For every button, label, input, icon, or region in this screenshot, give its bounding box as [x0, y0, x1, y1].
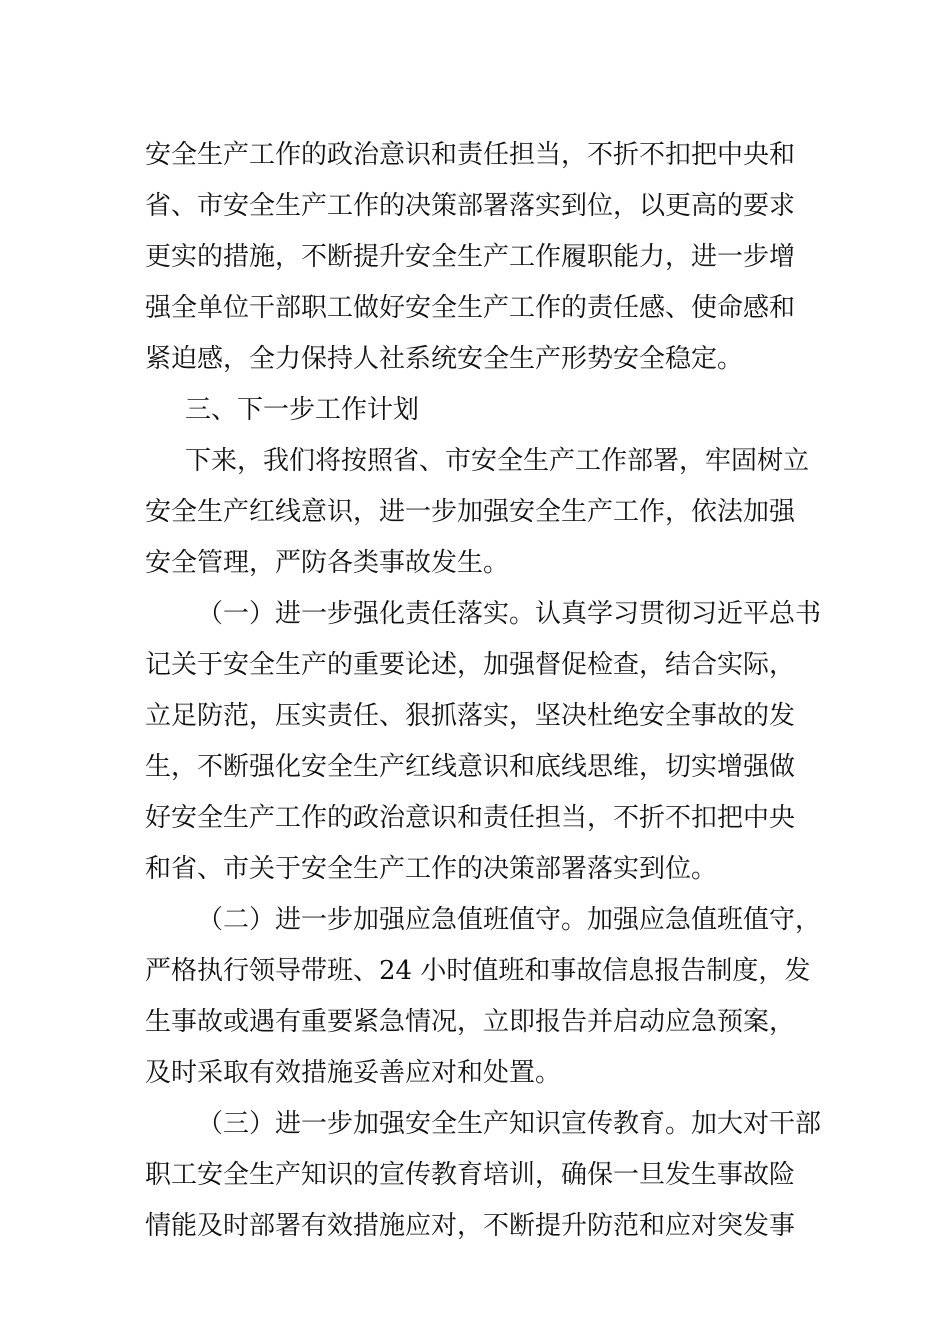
text-line: 更实的措施，不断提升安全生产工作履职能力，进一步增: [145, 242, 796, 272]
text-line: 和省、市关于安全生产工作的决策部署落实到位。: [145, 854, 718, 884]
text-line: 记关于安全生产的重要论述，加强督促检查，结合实际，: [145, 650, 796, 680]
text-line: （一）进一步强化责任落实。认真学习贯彻习近平总书: [197, 599, 822, 629]
text-line: （二）进一步加强应急值班值守。加强应急值班值守，: [197, 905, 822, 935]
text-line: （三）进一步加强安全生产知识宣传教育。加大对干部: [197, 1109, 822, 1139]
text-line: 好安全生产工作的政治意识和责任担当，不折不扣把中央: [145, 803, 796, 833]
text-line: 安全生产红线意识，进一步加强安全生产工作，依法加强: [145, 497, 796, 527]
text-line: 安全生产工作的政治意识和责任担当，不折不扣把中央和: [145, 140, 796, 170]
text-line: 生，不断强化安全生产红线意识和底线思维，切实增强做: [145, 752, 796, 782]
text-line: 严格执行领导带班、24 小时值班和事故信息报告制度，发: [145, 956, 811, 986]
text-line: 生事故或遇有重要紧急情况，立即报告并启动应急预案，: [145, 1007, 796, 1037]
text-line: 职工安全生产知识的宣传教育培训，确保一旦发生事故险: [145, 1160, 796, 1190]
text-line: 及时采取有效措施妥善应对和处置。: [145, 1058, 562, 1088]
text-line: 省、市安全生产工作的决策部署落实到位，以更高的要求: [145, 191, 796, 221]
text-line: 下来，我们将按照省、市安全生产工作部署，牢固树立: [185, 446, 810, 476]
text-line: 立足防范，压实责任、狠抓落实，坚决杜绝安全事故的发: [145, 701, 796, 731]
text-line: 情能及时部署有效措施应对，不断提升防范和应对突发事: [145, 1211, 796, 1241]
text-line: 强全单位干部职工做好安全生产工作的责任感、使命感和: [145, 293, 796, 323]
text-line: 紧迫感，全力保持人社系统安全生产形势安全稳定。: [145, 344, 744, 374]
document-body: [145, 130, 822, 1252]
text-line: 安全管理，严防各类事故发生。: [145, 548, 510, 578]
section-heading: 三、下一步工作计划: [185, 395, 420, 425]
